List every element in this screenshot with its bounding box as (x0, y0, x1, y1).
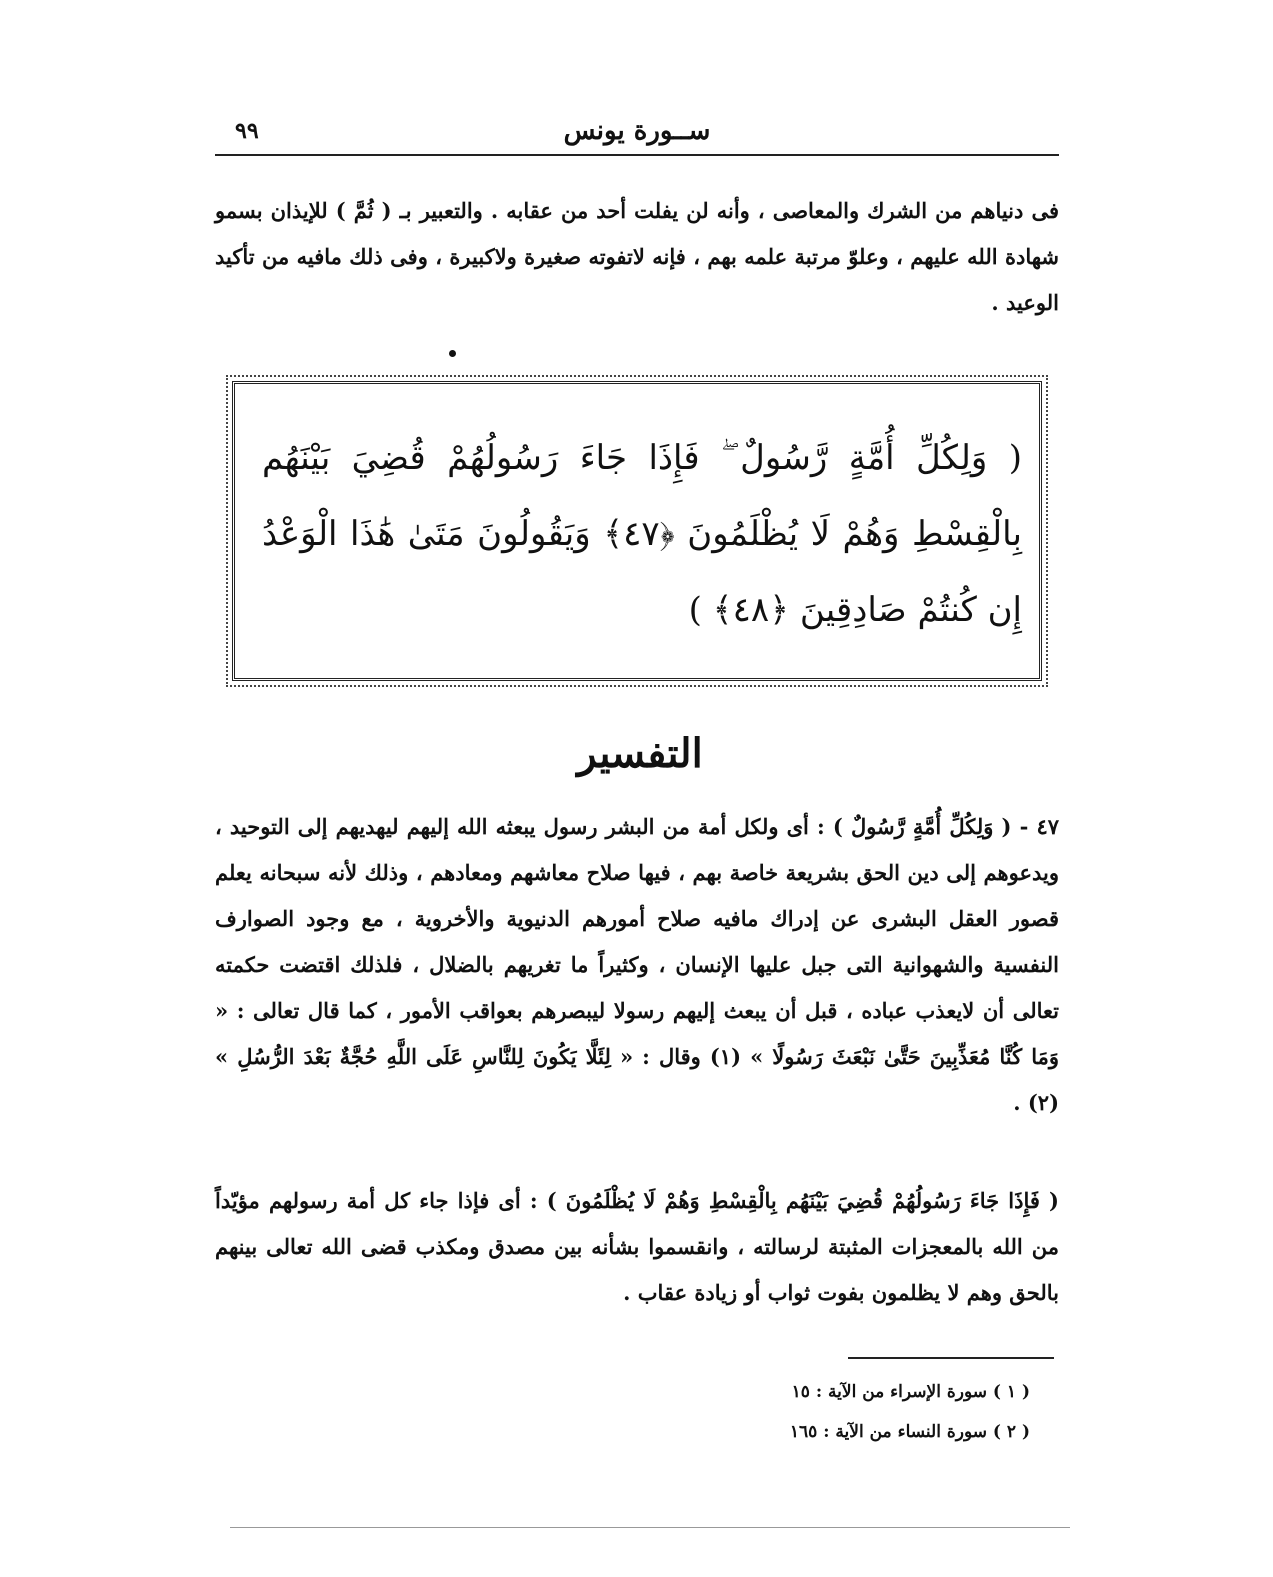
quran-verse-text: ( وَلِكُلِّ أُمَّةٍ رَّسُولٌ ۖ فَإِذَا جَاءَ رَسُولُهُمْ قُضِيَ بَيْنَهُم بِالْقِسْطِ وَهُمْ لَا يُظْلَمُونَ ﴿٤٧﴾ وَيَقُولُونَ مَتَىٰ هَٰذَا الْوَعْدُ إِن كُنتُمْ صَادِقِينَ ﴿٤٨﴾ ) (262, 438, 1022, 630)
footnotes (700, 1372, 1030, 1452)
page-header (215, 112, 1059, 156)
section-title: التفسير (577, 730, 703, 777)
surah-title: ســورة يونس (563, 116, 711, 146)
page-number: ٩٩ (235, 118, 259, 144)
footnote-1: ( ١ ) سورة الإسراء من الآية : ١٥ (791, 1382, 1030, 1402)
footnote-divider (848, 1357, 1054, 1359)
footnote-2: ( ٢ ) سورة النساء من الآية : ١٦٥ (789, 1422, 1030, 1442)
intro-paragraph: فى دنياهم من الشرك والمعاصى ، وأنه لن يفلت أحد من عقابه . والتعبير بـ ( ثُمَّ ) للإيذان بسمو شهادة الله عليهم ، وعلوّ مرتبة علمه بهم ، فإنه لاتفوته صغيرة ولاكبيرة ، وفى ذلك مافيه من تأكيد الوعيد . (215, 198, 1059, 315)
page-bottom-line (230, 1527, 1070, 1528)
commentary-paragraph-47: ٤٧ - ( وَلِكُلِّ أُمَّةٍ رَّسُولٌ ) : أى ولكل أمة من البشر رسول يبعثه الله إليهم ليهديهم إلى التوحيد ، ويدعوهم إلى دين الحق بشريعة خاصة بهم ، فيها صلاح معاشهم ومعادهم ، وذلك لأنه سبحانه يعلم قصور العقل البشرى عن إدراك مافيه صلاح أمورهم الدنيوية والأخروية ، مع وجود الصوارف النفسية والشهوانية التى جبل عليها الإنسان ، وكثيراً ما تغريهم بالضلال ، فلذلك اقتضت حكمته تعالى أن لايعذب عباده ، قبل أن يبعث إليهم رسولا ليبصرهم بعواقب الأمور ، كما قال تعالى : « وَمَا كُنَّا مُعَذِّبِينَ حَتَّىٰ نَبْعَثَ رَسُولًا » (١) وقال : « لِئَلَّا يَكُونَ لِلنَّاسِ عَلَى اللَّهِ حُجَّةٌ بَعْدَ الرُّسُلِ » (٢) . (215, 814, 1059, 1115)
commentary-paragraph-judgment: ( فَإِذَا جَاءَ رَسُولُهُمْ قُضِيَ بَيْنَهُم بِالْقِسْطِ وَهُمْ لَا يُظْلَمُونَ ) : أى فإذا جاء كل أمة رسولهم مؤيّداً من الله بالمعجزات المثبتة لرسالته ، وانقسموا بشأنه بين مصدق ومكذب قضى الله تعالى بينهم بالحق وهم لا يظلمون بفوت ثواب أو زيادة عقاب . (215, 1188, 1059, 1305)
ornament-dot (449, 350, 456, 357)
